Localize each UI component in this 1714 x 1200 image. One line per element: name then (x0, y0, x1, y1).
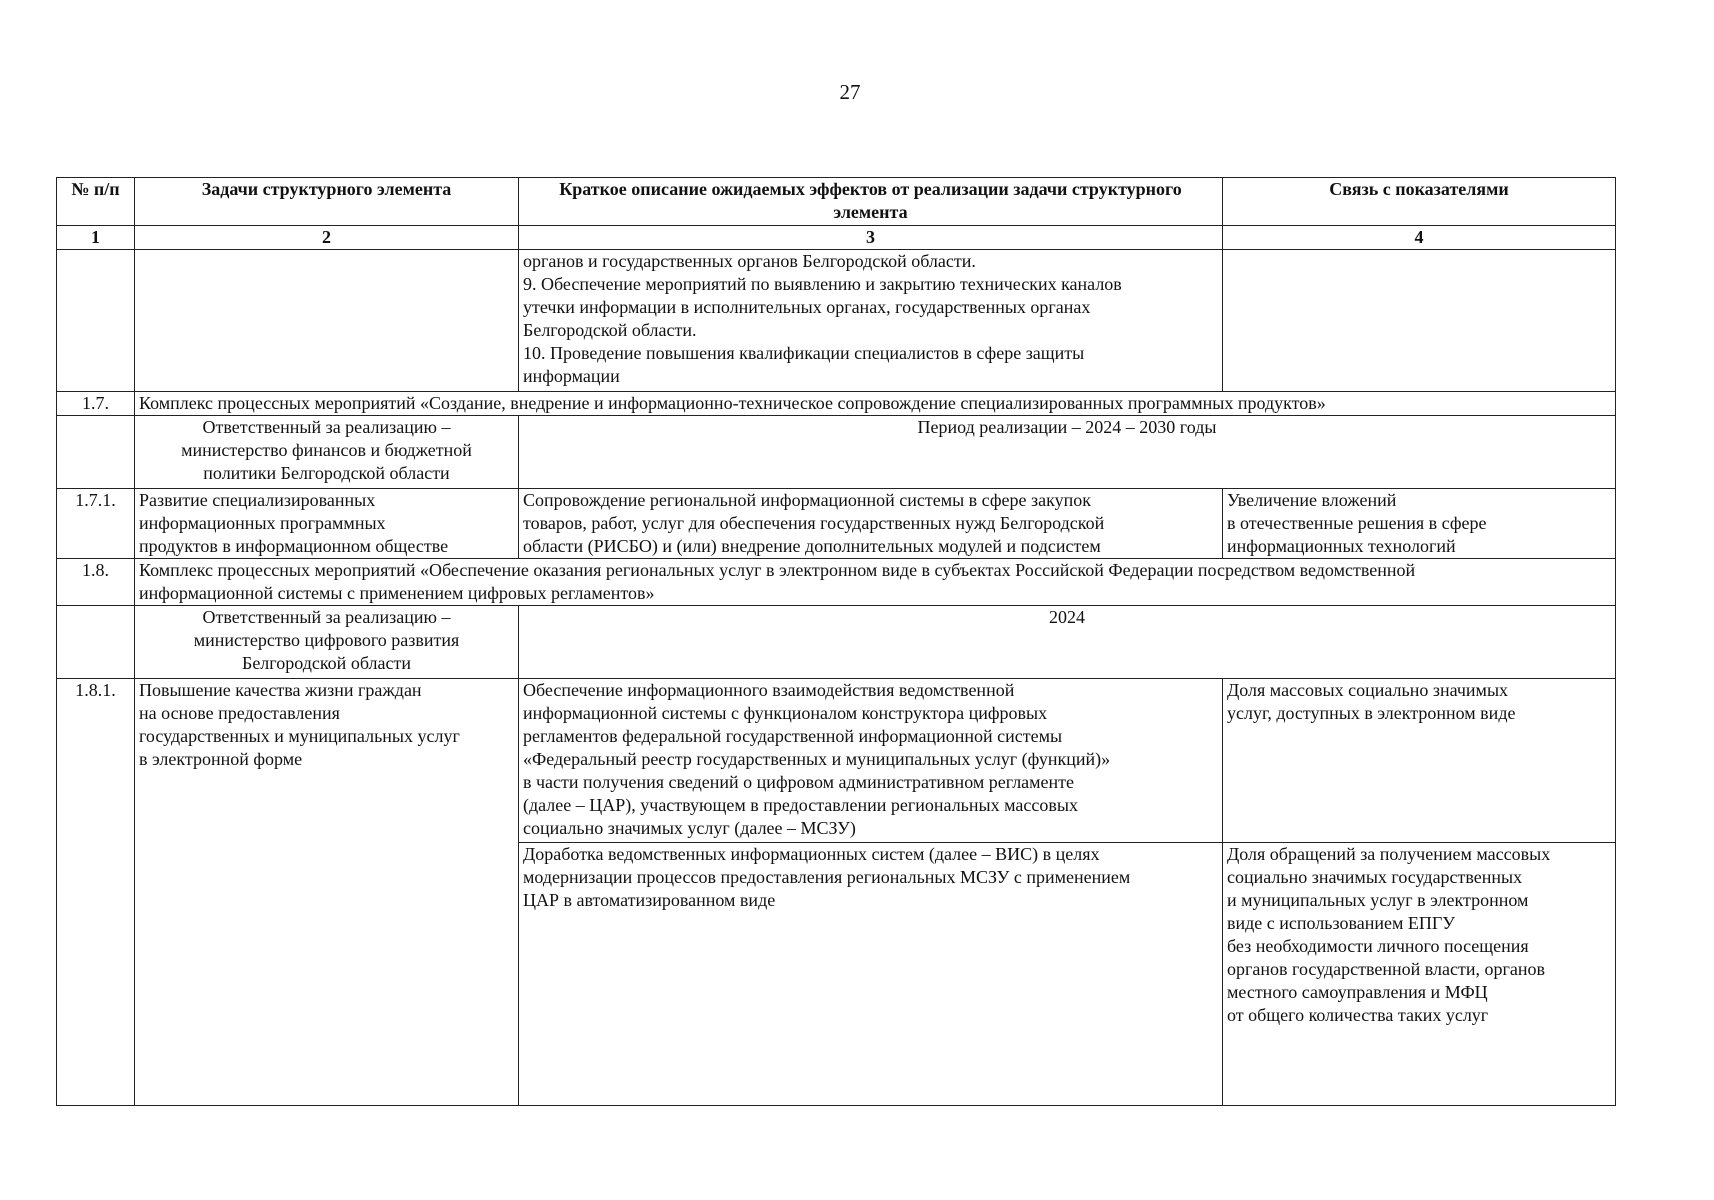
text-line: органов государственной власти, органов (1227, 959, 1546, 979)
text-line: регламентов федеральной государственной информационной системы (523, 726, 1063, 746)
section-title (135, 559, 1616, 606)
table-row-1-8-responsible (57, 606, 1616, 679)
text-line: информационной системы с применением цифровых регламентов» (139, 583, 655, 603)
description-cell (519, 679, 1223, 843)
text-line: в электронной форме (139, 749, 303, 769)
text-line: Доля массовых социально значимых (1227, 680, 1509, 700)
text-line: социально значимых услуг (далее – МСЗУ) (523, 818, 856, 838)
row-number: 1.7.1. (57, 489, 135, 559)
text-line: информации (523, 366, 620, 386)
text-line: и муниципальных услуг в электронном (1227, 890, 1529, 910)
text-line: государственных и муниципальных услуг (139, 726, 460, 746)
page-number: 27 (839, 80, 861, 104)
indicator-cell (1223, 679, 1616, 843)
table-row-continuation (57, 250, 1616, 392)
text-line: Ответственный за реализацию – (202, 417, 451, 437)
text-line: ЦАР в автоматизированном виде (523, 890, 776, 910)
column-number: 4 (1223, 226, 1616, 250)
column-number: 2 (135, 226, 519, 250)
header-col-tasks: Задачи структурного элемента (135, 178, 519, 226)
text-line: Сопровождение региональной информационной системы в сфере закупок (523, 490, 1091, 510)
text-line: (далее – ЦАР), участвующем в предоставлении региональных массовых (523, 795, 1078, 815)
text-line: продуктов в информационном обществе (139, 536, 449, 556)
text-line: в части получения сведений о цифровом административном регламенте (523, 772, 1075, 792)
text-line: Комплекс процессных мероприятий «Обеспечение оказания региональных услуг в электронном виде в субъектах Российской Федерации посредством ведомственной (139, 560, 1416, 580)
text-line: политики Белгородской области (203, 463, 450, 483)
text-line: без необходимости личного посещения (1227, 936, 1529, 956)
text-line: услуг, доступных в электронном виде (1227, 703, 1516, 723)
task-cell (135, 679, 519, 1106)
text-line: в отечественные решения в сфере (1227, 513, 1487, 533)
implementation-period: Период реализации – 2024 – 2030 годы (519, 416, 1616, 489)
column-number: 3 (519, 226, 1223, 250)
column-number: 1 (57, 226, 135, 250)
text-line: 9. Обеспечение мероприятий по выявлению и закрытию технических каналов (523, 274, 1122, 294)
text-line: Увеличение вложений (1227, 490, 1397, 510)
task-cell (135, 489, 519, 559)
table-row-1-7-1 (57, 489, 1616, 559)
text-line: 10. Проведение повышения квалификации специалистов в сфере защиты (523, 343, 1085, 363)
text-line: министерство финансов и бюджетной (181, 440, 472, 460)
text-line: министерство цифрового развития (193, 630, 460, 650)
responsible-cell (135, 606, 519, 679)
text-line: информационных технологий (1227, 536, 1456, 556)
text-line: Развитие специализированных (139, 490, 376, 510)
text-line: местного самоуправления и МФЦ (1227, 982, 1488, 1002)
text-line: Белгородской области. (523, 320, 697, 340)
text-line: Доработка ведомственных информационных систем (далее – ВИС) в целях (523, 844, 1100, 864)
description-cell (519, 843, 1223, 1106)
text-line: Обеспечение информационного взаимодействия ведомственной (523, 680, 1015, 700)
table-row-1-7-responsible (57, 416, 1616, 489)
text-line: органов и государственных органов Белгородской области. (523, 251, 976, 271)
responsible-cell (135, 416, 519, 489)
header-col-number: № п/п (57, 178, 135, 226)
table-row-1-7 (57, 392, 1616, 416)
text-line: Повышение качества жизни граждан (139, 680, 422, 700)
text-line: виде с использованием ЕПГУ (1227, 913, 1456, 933)
implementation-period: 2024 (519, 606, 1616, 679)
text-line: Ответственный за реализацию – (202, 607, 451, 627)
table-row-1-8 (57, 559, 1616, 606)
text-line: «Федеральный реестр государственных и муниципальных услуг (функций)» (523, 749, 1111, 769)
text-line: социально значимых государственных (1227, 867, 1523, 887)
text-line: утечки информации в исполнительных органах, государственных органах (523, 297, 1091, 317)
section-title: Комплекс процессных мероприятий «Создание, внедрение и информационно-техническое сопровождение специализированных программных продуктов» (135, 392, 1616, 416)
row-number: 1.8. (57, 559, 135, 606)
header-col-indicators: Связь с показателями (1223, 178, 1616, 226)
indicator-cell (1223, 843, 1616, 1106)
table-row-1-8-1 (57, 679, 1616, 843)
header-col-description: Краткое описание ожидаемых эффектов от реализации задачи структурного элемента (519, 178, 1223, 226)
text-line: информационных программных (139, 513, 386, 533)
text-line: модернизации процессов предоставления региональных МСЗУ с применением (523, 867, 1131, 887)
indicator-cell (1223, 489, 1616, 559)
text-line: информационной системы с функционалом конструктора цифровых (523, 703, 1048, 723)
text-line: товаров, работ, услуг для обеспечения государственных нужд Белгородской (523, 513, 1105, 533)
text-line: Белгородской области (241, 653, 411, 673)
column-number-row (57, 226, 1616, 250)
text-line: области (РИСБО) и (или) внедрение дополнительных модулей и подсистем (523, 536, 1101, 556)
document-table (56, 177, 1616, 1106)
description-cell (519, 250, 1223, 392)
header-row (57, 178, 1616, 226)
row-number: 1.7. (57, 392, 135, 416)
row-number: 1.8.1. (57, 679, 135, 1106)
text-line: Доля обращений за получением массовых (1227, 844, 1551, 864)
text-line: от общего количества таких услуг (1227, 1005, 1489, 1025)
text-line: на основе предоставления (139, 703, 340, 723)
description-cell (519, 489, 1223, 559)
